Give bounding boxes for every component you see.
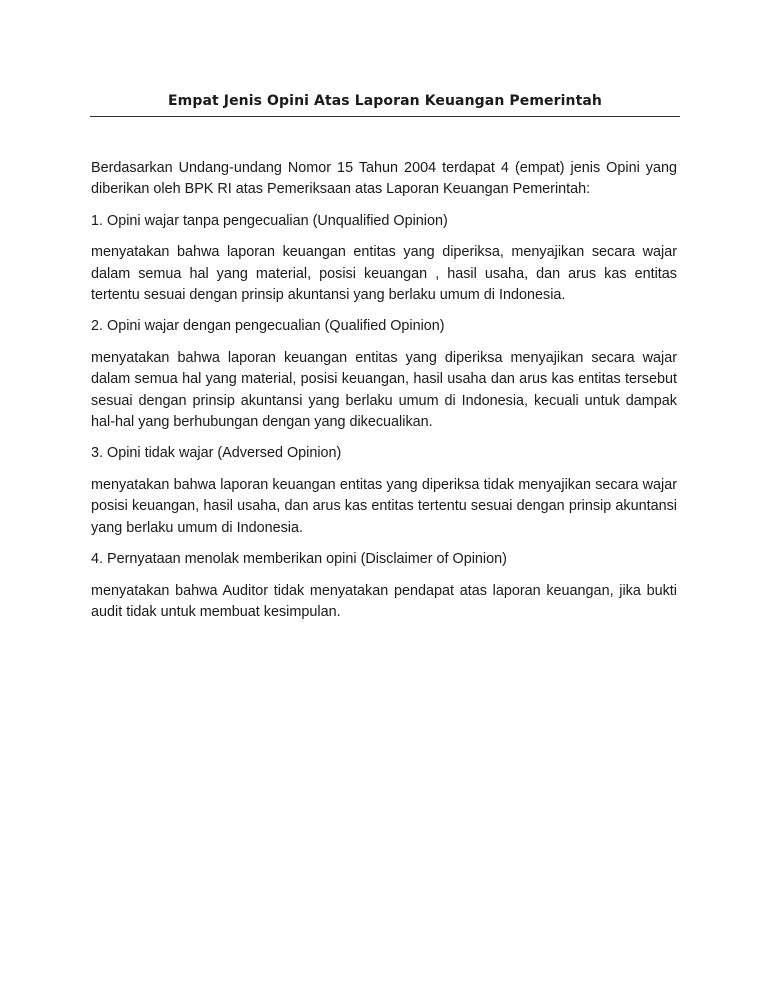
document-body [91, 158, 677, 633]
section-body-4: menyatakan bahwa Auditor tidak menyatakan pendapat atas laporan keuangan, jika bukti audit tidak untuk membuat kesimpulan. [91, 582, 677, 620]
title-underline [90, 116, 680, 117]
section-body-1: menyatakan bahwa laporan keuangan entitas yang diperiksa, menyajikan secara wajar dalam semua hal yang material, posisi keuangan , hasil usaha, dan arus kas entitas tertentu sesuai dengan prinsip akuntansi yang berlaku umum di Indonesia. [91, 244, 677, 304]
intro-paragraph: Berdasarkan Undang-undang Nomor 15 Tahun 2004 terdapat 4 (empat) jenis Opini yang diberikan oleh BPK RI atas Pemeriksaan atas Laporan Keuangan Pemerintah: [91, 160, 677, 198]
page-title: Empat Jenis Opini Atas Laporan Keuangan Pemerintah [167, 93, 602, 109]
section-heading-1: 1. Opini wajar tanpa pengecualian (Unqualified Opinion) [91, 212, 448, 229]
section-heading-4: 4. Pernyataan menolak memberikan opini (Disclaimer of Opinion) [91, 551, 507, 568]
section-body-3: menyatakan bahwa laporan keuangan entitas yang diperiksa tidak menyajikan secara wajar posisi keuangan, hasil usaha, dan arus kas entitas tertentu sesuai dengan prinsip akuntansi yang berlaku umum di Indonesia. [91, 476, 677, 536]
section-heading-3: 3. Opini tidak wajar (Adversed Opinion) [91, 445, 342, 462]
section-heading-2: 2. Opini wajar dengan pengecualian (Qualified Opinion) [91, 318, 445, 335]
section-body-2: menyatakan bahwa laporan keuangan entitas yang diperiksa menyajikan secara wajar dalam semua hal yang material, posisi keuangan, hasil usaha dan arus kas entitas tersebut sesuai dengan prinsip akuntansi yang berlaku umum di Indonesia, kecuali untuk dampak hal-hal yang berhubungan dengan yang dikecualikan. [91, 349, 677, 431]
